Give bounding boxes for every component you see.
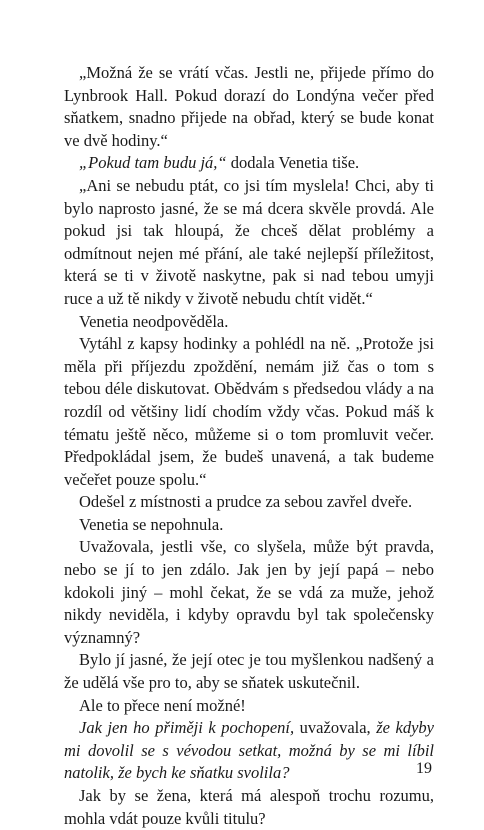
- paragraph-text-italic: „Pokud tam budu já,“: [79, 153, 227, 173]
- paragraph-text: dodala Venetia tiše.: [226, 153, 360, 173]
- paragraph: [64, 175, 434, 311]
- paragraph: [64, 649, 434, 694]
- paragraph: [64, 152, 434, 175]
- page-number: 19: [416, 760, 432, 777]
- paragraph-text: Odešel z místnosti a prudce za sebou zavřel dveře.: [79, 492, 413, 512]
- paragraph-text: Jak by se žena, která má alespoň trochu rozumu, mohla vdát pouze kvůli titulu?: [64, 786, 434, 828]
- paragraph-text: uvažovala,: [294, 718, 377, 738]
- paragraph-text: Venetia neodpověděla.: [79, 311, 229, 331]
- paragraph-text: Uvažovala, jestli vše, co slyšela, může být pravda, nebo se jí to jen zdálo. Jak jen by její papá – nebo kdokoli jiný – mohl čekat, že se vdá za muže, jehož nikdy neviděla, i kdyby opravdu byl tak společensky významný?: [64, 537, 434, 647]
- paragraph-text: Vytáhl z kapsy hodinky a pohlédl na ně. „Protože jsi měla při příjezdu zpoždění, nemám již čas o tom s tebou déle diskutovat. Obědvám s předsedou vlády a na rozdíl od většiny lidí chodím vždy včas. Pokud máš k tématu ještě něco, můžeme si o tom promluvit večer. Předpokládal jsem, že budeš unavená, a tak budeme večeřet pouze spolu.“: [64, 334, 434, 489]
- paragraph: [64, 311, 434, 334]
- paragraph: [64, 62, 434, 152]
- paragraph-text-italic: že kdyby mi dovolil se s vévodou setkat, možná by se mi líbil natolik, že bych ke sňatku svolila?: [64, 718, 434, 783]
- paragraph: [64, 536, 434, 649]
- paragraph-text: Ale to přece není možné!: [79, 695, 246, 715]
- page-body: [64, 62, 434, 830]
- paragraph: [64, 514, 434, 537]
- paragraph-text: Venetia se nepohnula.: [79, 514, 224, 534]
- paragraph: [64, 491, 434, 514]
- paragraph: [64, 717, 434, 785]
- paragraph-text: Bylo jí jasné, že její otec je tou myšlenkou nadšený a že udělá vše pro to, aby se sňatek uskutečnil.: [64, 650, 434, 693]
- paragraph-text: „Ani se nebudu ptát, co jsi tím myslela! Chci, aby ti bylo naprosto jasné, že se má dcera skvěle provdá. Ale pokud jsi tak hloupá, že chceš dělat problémy a odmítnout nejen mé přání, ale také nejlepší příležitost, která se ti v životě naskytne, pak si nad tebou umyji ruce a už tě nikdy v životě nebudu chtít vidět.“: [64, 175, 434, 308]
- paragraph-text: „Možná že se vrátí včas. Jestli ne, přijede přímo do Lynbrook Hall. Pokud dorazí do Londýna večer před sňatkem, snadno přijede na obřad, který se bude konat ve dvě hodiny.“: [64, 63, 434, 150]
- paragraph-text-italic: Jak jen ho přiměji k pochopení,: [79, 718, 295, 738]
- paragraph: [64, 785, 434, 830]
- paragraph: [64, 333, 434, 491]
- paragraph: [64, 695, 434, 718]
